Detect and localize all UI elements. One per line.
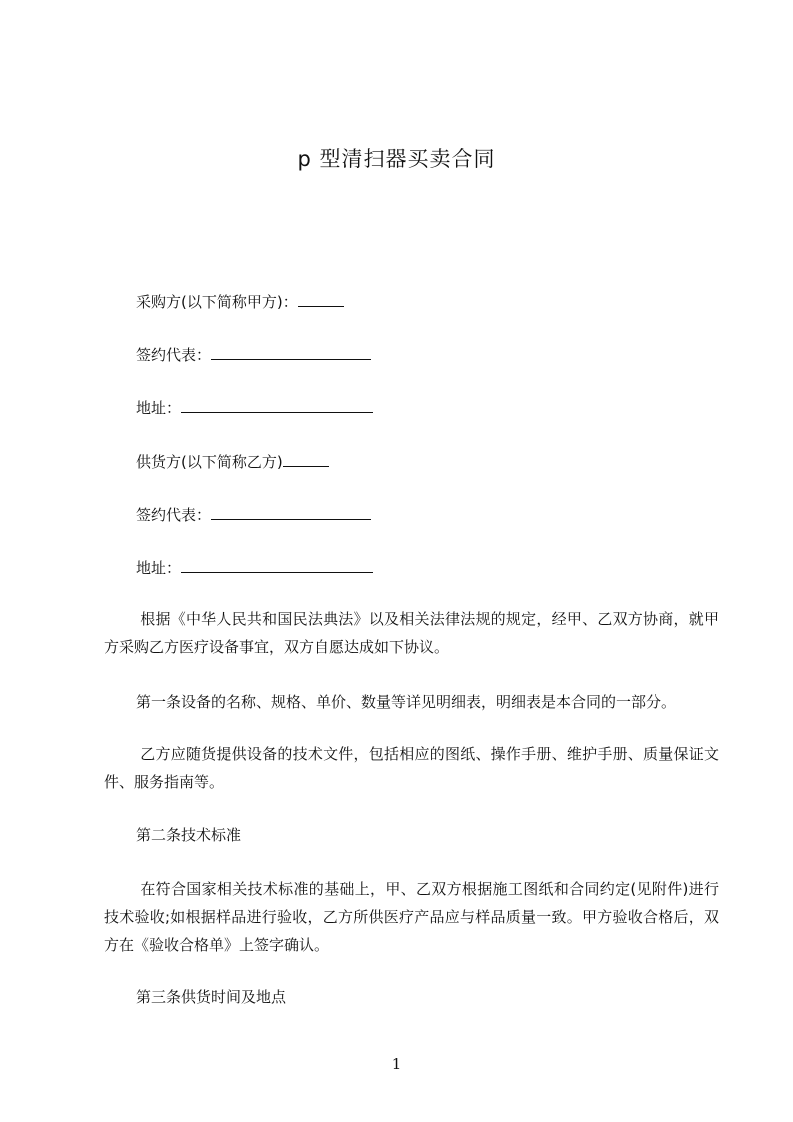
- document-title: p 型清扫器买卖合同: [297, 147, 496, 171]
- buyer-rep-blank: [211, 345, 371, 360]
- intro-text: 根据《中华人民共和国民法典法》以及相关法律法规的规定，经甲、乙双方协商，就甲方采购乙方医疗设备事宜，双方自愿达成如下协议。: [104, 610, 719, 656]
- intro-paragraph: [104, 605, 719, 661]
- seller-line: [136, 452, 329, 472]
- seller-label: 供货方(以下简称乙方): [136, 453, 283, 471]
- buyer-label: 采购方(以下简称甲方)：: [136, 293, 298, 311]
- buyer-address-label: 地址：: [136, 399, 182, 417]
- buyer-rep-label: 签约代表：: [136, 346, 212, 364]
- seller-rep-line: [136, 505, 371, 525]
- documents-text: 乙方应随货提供设备的技术文件，包括相应的图纸、操作手册、维护手册、质量保证文件、服务指南等。: [104, 745, 719, 791]
- article-2-heading: 第二条技术标准: [136, 826, 242, 844]
- seller-address-label: 地址：: [136, 559, 182, 577]
- buyer-address-line: [136, 398, 373, 418]
- standard-paragraph: [104, 875, 719, 959]
- article-3-heading: 第三条供货时间及地点: [136, 988, 287, 1006]
- standard-text: 在符合国家相关技术标准的基础上，甲、乙双方根据施工图纸和合同约定(见附件)进行技术验收;如根据样品进行验收，乙方所供医疗产品应与样品质量一致。甲方验收合格后，双方在《验收合格单》上签字确认。: [104, 880, 719, 954]
- article-1-paragraph: [104, 688, 719, 716]
- buyer-address-blank: [181, 398, 373, 413]
- seller-rep-label: 签约代表：: [136, 506, 212, 524]
- seller-address-blank: [181, 558, 373, 573]
- article-1-text: 第一条设备的名称、规格、单价、数量等详见明细表，明细表是本合同的一部分。: [136, 693, 677, 711]
- buyer-line: [136, 292, 344, 312]
- seller-name-blank: [283, 452, 329, 467]
- seller-rep-blank: [211, 505, 371, 520]
- page-number: 1: [391, 1055, 402, 1073]
- buyer-rep-line: [136, 345, 371, 365]
- seller-address-line: [136, 558, 373, 578]
- documents-paragraph: [104, 740, 719, 796]
- buyer-name-blank: [298, 292, 344, 307]
